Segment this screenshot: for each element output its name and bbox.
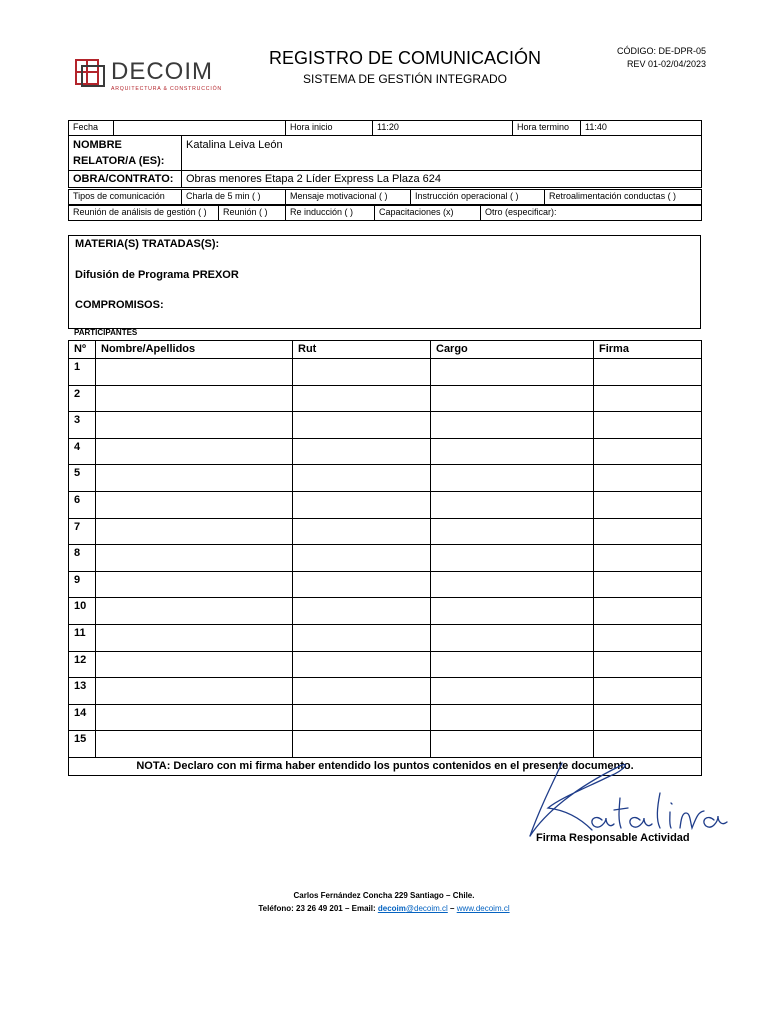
row-rut[interactable] <box>293 385 431 412</box>
participant-row <box>69 438 702 465</box>
row-number: 4 <box>69 438 96 465</box>
row-cargo[interactable] <box>431 359 594 386</box>
participant-row <box>69 704 702 731</box>
hora-inicio-value: 11:20 <box>373 121 513 136</box>
materia-box <box>68 235 701 329</box>
row-number: 12 <box>69 651 96 678</box>
row-number: 15 <box>69 731 96 758</box>
participant-row <box>69 518 702 545</box>
logo-tagline: ARQUITECTURA & CONSTRUCCIÓN <box>111 86 222 92</box>
participantes-label: PARTICIPANTES <box>74 328 138 337</box>
row-cargo[interactable] <box>431 651 594 678</box>
participant-row <box>69 385 702 412</box>
row-nombre[interactable] <box>96 491 293 518</box>
document-subtitle: SISTEMA DE GESTIÓN INTEGRADO <box>302 72 508 86</box>
participant-row <box>69 598 702 625</box>
row-cargo[interactable] <box>431 545 594 572</box>
fecha-value <box>114 121 286 136</box>
email-link[interactable]: decoim@decoim.cl <box>377 904 448 913</box>
hora-inicio-label: Hora inicio <box>286 121 373 136</box>
col-header-numero: Nº <box>69 341 96 359</box>
row-nombre[interactable] <box>96 678 293 705</box>
tipos-comunicacion-row-2 <box>68 205 702 221</box>
row-nombre[interactable] <box>96 438 293 465</box>
row-rut[interactable] <box>293 491 431 518</box>
row-nombre[interactable] <box>96 598 293 625</box>
participants-table <box>68 340 702 776</box>
row-cargo[interactable] <box>431 678 594 705</box>
row-rut[interactable] <box>293 678 431 705</box>
tipo-reunion: Reunión ( ) <box>219 206 286 221</box>
row-nombre[interactable] <box>96 385 293 412</box>
row-firma[interactable] <box>594 518 702 545</box>
row-number: 13 <box>69 678 96 705</box>
row-rut[interactable] <box>293 651 431 678</box>
participant-row <box>69 731 702 758</box>
row-rut[interactable] <box>293 465 431 492</box>
obra-label: OBRA/CONTRATO: <box>69 171 182 188</box>
row-nombre[interactable] <box>96 731 293 758</box>
row-rut[interactable] <box>293 438 431 465</box>
participant-row <box>69 465 702 492</box>
row-cargo[interactable] <box>431 385 594 412</box>
row-number: 7 <box>69 518 96 545</box>
row-rut[interactable] <box>293 704 431 731</box>
row-nombre[interactable] <box>96 571 293 598</box>
row-rut[interactable] <box>293 545 431 572</box>
col-header-cargo: Cargo <box>431 341 594 359</box>
participant-row <box>69 624 702 651</box>
participant-row <box>69 491 702 518</box>
row-rut[interactable] <box>293 598 431 625</box>
materia-value: Difusión de Programa PREXOR <box>75 269 239 281</box>
company-logo <box>73 45 223 100</box>
website-link[interactable]: www.decoim.cl <box>456 904 510 913</box>
row-number: 8 <box>69 545 96 572</box>
hora-termino-value: 11:40 <box>581 121 702 136</box>
row-number: 1 <box>69 359 96 386</box>
row-rut[interactable] <box>293 412 431 439</box>
tipo-instruccion: Instrucción operacional ( ) <box>411 190 545 205</box>
row-firma[interactable] <box>594 359 702 386</box>
obra-value: Obras menores Etapa 2 Líder Express La Plaza 624 <box>182 171 702 188</box>
row-cargo[interactable] <box>431 412 594 439</box>
tipo-otro: Otro (especificar): <box>481 206 702 221</box>
participant-row <box>69 359 702 386</box>
row-cargo[interactable] <box>431 598 594 625</box>
row-firma[interactable] <box>594 598 702 625</box>
tipo-mensaje: Mensaje motivacional ( ) <box>286 190 411 205</box>
row-cargo[interactable] <box>431 518 594 545</box>
col-header-nombre: Nombre/Apellidos <box>96 341 293 359</box>
row-firma[interactable] <box>594 571 702 598</box>
participant-row <box>69 678 702 705</box>
participant-row <box>69 651 702 678</box>
row-firma[interactable] <box>594 624 702 651</box>
row-nombre[interactable] <box>96 359 293 386</box>
footer-address: Carlos Fernández Concha 229 Santiago – Chile. <box>293 891 475 900</box>
row-firma[interactable] <box>594 438 702 465</box>
row-cargo[interactable] <box>431 438 594 465</box>
row-nombre[interactable] <box>96 624 293 651</box>
row-rut[interactable] <box>293 518 431 545</box>
row-number: 10 <box>69 598 96 625</box>
row-number: 11 <box>69 624 96 651</box>
row-nombre[interactable] <box>96 651 293 678</box>
row-nombre[interactable] <box>96 465 293 492</box>
relator-value: Katalina Leiva León <box>182 136 702 171</box>
row-firma[interactable] <box>594 545 702 572</box>
row-number: 3 <box>69 412 96 439</box>
row-firma[interactable] <box>594 465 702 492</box>
footer <box>0 889 768 915</box>
document-code-block <box>596 45 706 71</box>
footer-contact: Teléfono: 23 26 49 201 – Email: decoim@decoim.cl – www.decoim.cl <box>258 904 510 913</box>
tipo-retroalimentacion: Retroalimentación conductas ( ) <box>545 190 702 205</box>
hora-termino-label: Hora termino <box>513 121 581 136</box>
participant-row <box>69 545 702 572</box>
row-cargo[interactable] <box>431 624 594 651</box>
compromisos-label: COMPROMISOS: <box>75 299 164 311</box>
row-rut[interactable] <box>293 359 431 386</box>
fecha-label: Fecha <box>69 121 114 136</box>
row-rut[interactable] <box>293 624 431 651</box>
materia-label: MATERIA(S) TRATADAS(S): <box>75 238 220 250</box>
logo-name: DECOIM <box>111 58 213 85</box>
tipos-label: Tipos de comunicación <box>69 190 182 205</box>
row-cargo[interactable] <box>431 571 594 598</box>
col-header-firma: Firma <box>594 341 702 359</box>
handwritten-signature <box>520 758 735 843</box>
row-number: 6 <box>69 491 96 518</box>
tipo-reinduccion: Re inducción ( ) <box>286 206 375 221</box>
tipos-comunicacion-row-1 <box>68 189 702 205</box>
col-header-rut: Rut <box>293 341 431 359</box>
nota-text: NOTA: Declaro con mi firma haber entendido los puntos contenidos en el presente documento. <box>69 757 702 775</box>
row-cargo[interactable] <box>431 704 594 731</box>
participant-row <box>69 571 702 598</box>
row-firma[interactable] <box>594 385 702 412</box>
row-nombre[interactable] <box>96 545 293 572</box>
row-cargo[interactable] <box>431 491 594 518</box>
row-cargo[interactable] <box>431 465 594 492</box>
row-nombre[interactable] <box>96 412 293 439</box>
row-firma[interactable] <box>594 651 702 678</box>
row-number: 14 <box>69 704 96 731</box>
tipo-charla: Charla de 5 min ( ) <box>182 190 286 205</box>
row-number: 2 <box>69 385 96 412</box>
row-nombre[interactable] <box>96 518 293 545</box>
document-revision: REV 01-02/04/2023 <box>626 59 706 69</box>
row-number: 9 <box>69 571 96 598</box>
tipo-reunion-analisis: Reunión de análisis de gestión ( ) <box>69 206 219 221</box>
row-number: 5 <box>69 465 96 492</box>
row-firma[interactable] <box>594 731 702 758</box>
row-rut[interactable] <box>293 571 431 598</box>
tipo-capacitaciones: Capacitaciones (x) <box>375 206 481 221</box>
row-nombre[interactable] <box>96 704 293 731</box>
document-code: CÓDIGO: DE-DPR-05 <box>616 46 706 56</box>
document-title: REGISTRO DE COMUNICACIÓN <box>268 48 541 68</box>
row-firma[interactable] <box>594 704 702 731</box>
relator-label: NOMBRE RELATOR/A (ES): <box>69 136 182 171</box>
firma-responsable-label: Firma Responsable Actividad <box>536 832 690 844</box>
row-firma[interactable] <box>594 412 702 439</box>
info-table <box>68 120 702 188</box>
row-cargo[interactable] <box>431 731 594 758</box>
footer-phone: Teléfono: 23 26 49 201 – Email: <box>258 904 378 913</box>
participant-row <box>69 412 702 439</box>
row-rut[interactable] <box>293 731 431 758</box>
row-firma[interactable] <box>594 678 702 705</box>
row-firma[interactable] <box>594 491 702 518</box>
